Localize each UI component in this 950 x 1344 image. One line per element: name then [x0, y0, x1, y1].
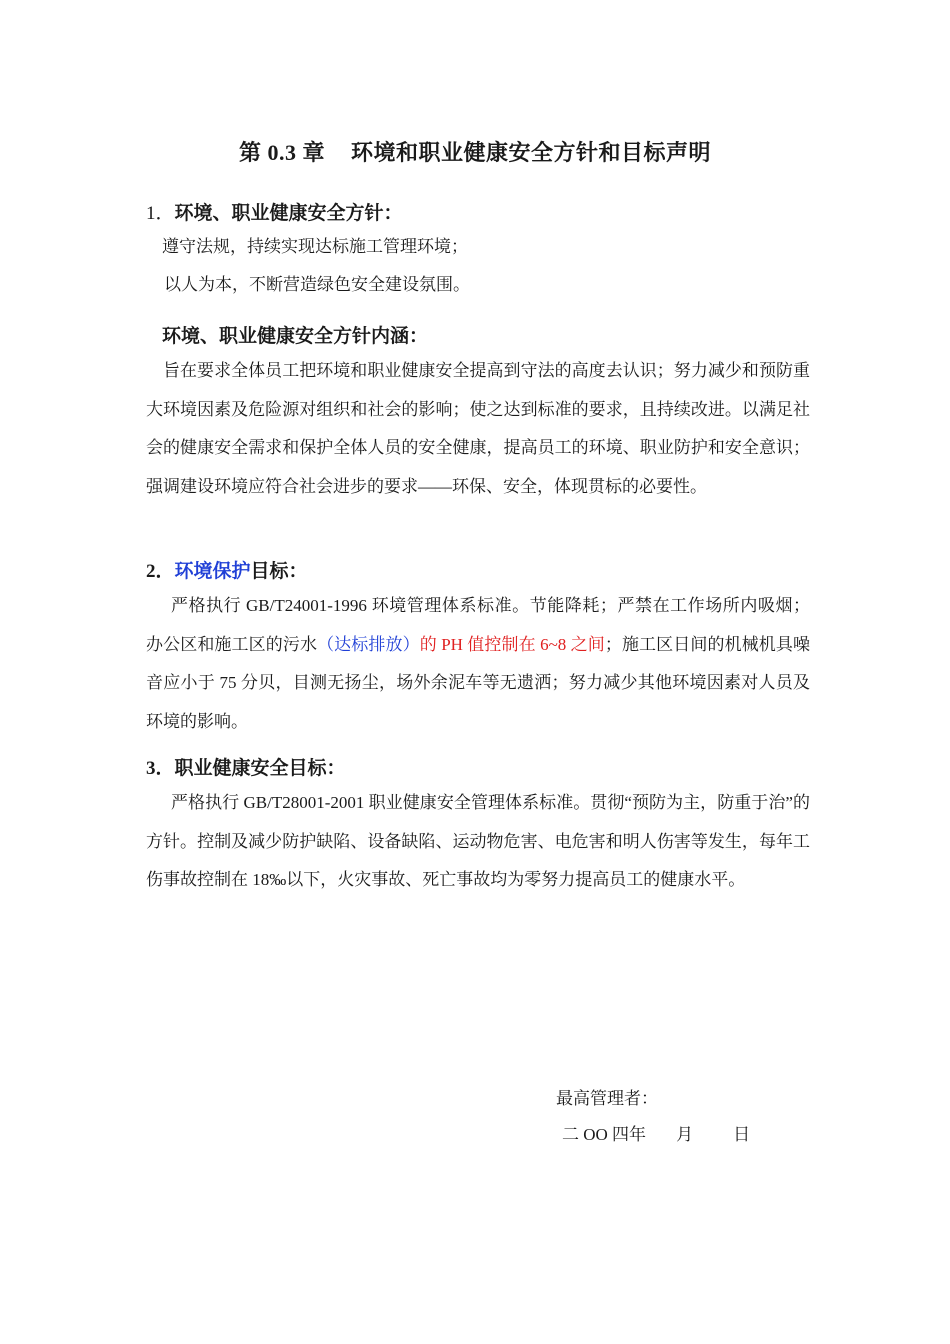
section1-number: 1．	[146, 203, 175, 224]
section3-heading	[146, 753, 346, 780]
section2-heading-highlight: 环境保护	[174, 561, 251, 582]
section2-paragraph	[146, 587, 810, 741]
section1-heading-text: 环境、职业健康安全方针：	[174, 203, 403, 224]
section1b-paragraph: 旨在要求全体员工把环境和职业健康安全提高到守法的高度去认识；努力减少和预防重大环境因素及危险源对组织和社会的影响；使之达到标准的要求，且持续改进。以满足社会的健康安全需求和保护全体人员的安全健康，提高员工的环境、职业防护和安全意识；强调建设环境应符合社会进步的要求——环保、安全，体现贯标的必要性。	[146, 361, 810, 496]
section2-heading-text: 目标：	[250, 561, 308, 582]
section2-text-1: 严格执行 GB/T24001-1996 环境管理体系标准。节能降耗；严禁在工作场所内吸烟；办公区和施工区的污水	[146, 596, 810, 654]
section2-text-blue: （达标排放）	[317, 634, 420, 654]
signature-day: 日	[733, 1125, 751, 1144]
signature-month: 月	[676, 1125, 694, 1144]
section1b-heading: 环境、职业健康安全方针内涵：	[162, 326, 429, 347]
section3-number: 3．	[146, 758, 175, 779]
section2-text-2: ；施工区日间的机械机具噪音应小于 75 分贝，目测无扬尘，场外余泥车等无遗洒；努力减少其他环境因素对人员及环境的影响。	[146, 634, 811, 731]
signature-year: 二 OO 四年	[562, 1125, 647, 1144]
section1-line-1: 遵守法规，持续实现达标施工管理环境；	[162, 237, 468, 256]
section2-text-red: 的 PH 值控制在 6~8 之间	[419, 634, 605, 654]
page-title	[0, 136, 950, 167]
signature-label: 最高管理者：	[556, 1089, 658, 1108]
section2-heading	[146, 556, 308, 583]
section3-heading-text: 职业健康安全目标：	[174, 758, 346, 779]
section1-line-2: 以人为本，不断营造绿色安全建设氛围。	[164, 275, 470, 294]
title-text: 环境和职业健康安全方针和目标声明	[351, 140, 712, 165]
signature-date	[562, 1120, 750, 1145]
chapter-number: 第 0.3 章	[238, 140, 325, 165]
section2-number: 2．	[146, 561, 175, 582]
section1-heading	[146, 198, 403, 225]
section3-paragraph: 严格执行 GB/T28001-2001 职业健康安全管理体系标准。贯彻“预防为主，防重于治”的方针。控制及减少防护缺陷、设备缺陷、运动物危害、电危害和明人伤害等发生，每年工伤事故控制在 18‰以下，火灾事故、死亡事故均为零努力提高员工的健康水平。	[146, 793, 810, 889]
